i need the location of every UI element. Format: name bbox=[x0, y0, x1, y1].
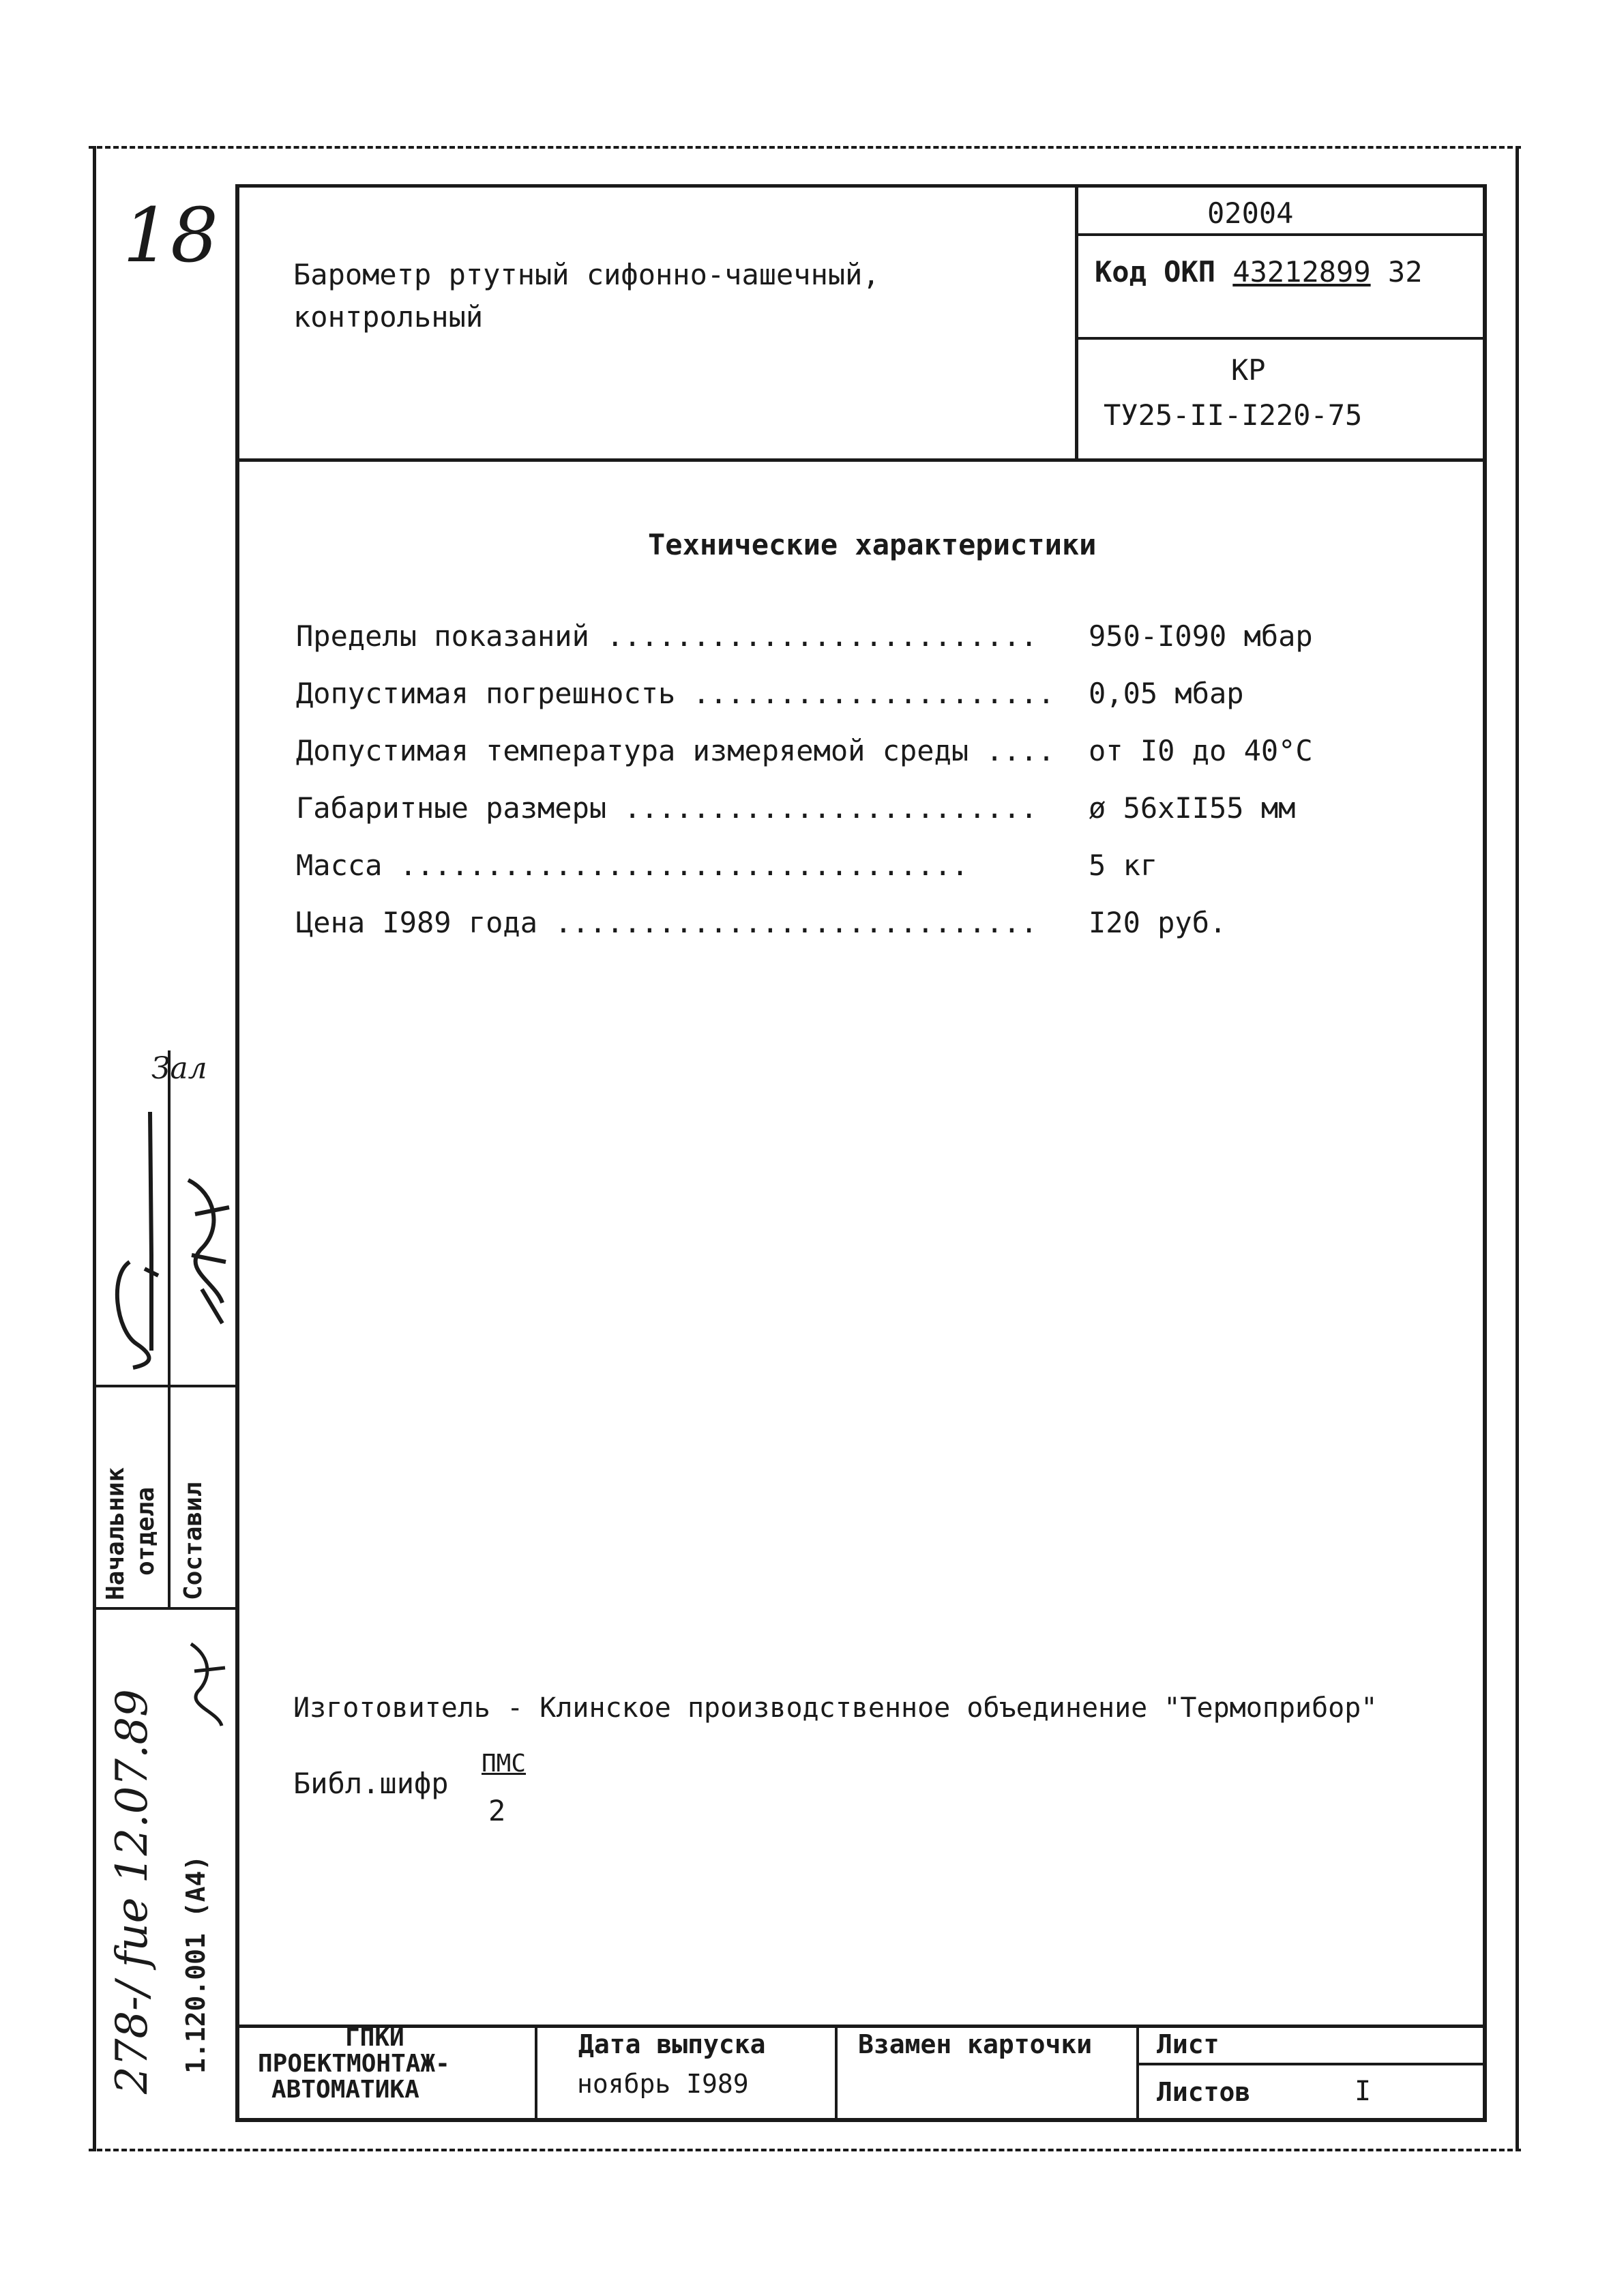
org-line-3: АВТОМАТИКА bbox=[271, 2076, 419, 2104]
code-number: 02004 bbox=[1207, 196, 1294, 230]
head-of-dept-label: Начальник bbox=[102, 1467, 130, 1600]
spec-label-1: Пределы показаний bbox=[296, 619, 589, 653]
sheet-label: Лист bbox=[1157, 2029, 1220, 2059]
side-divider-vertical bbox=[168, 1050, 171, 1610]
spec-row-3 bbox=[296, 734, 1055, 775]
library-numerator: ПМС bbox=[482, 1750, 527, 1778]
spec-dots-2: ..................... bbox=[675, 677, 1055, 710]
side-row-bottom bbox=[94, 1607, 237, 1610]
signature-small bbox=[184, 1637, 232, 1733]
header-divider-vertical bbox=[1075, 184, 1078, 460]
header-code-divider bbox=[1075, 233, 1486, 236]
handwritten-zam: Зал bbox=[151, 1051, 207, 1086]
frame-bottom-dashes bbox=[89, 2149, 1521, 2151]
date-label: Дата выпуска bbox=[578, 2029, 766, 2059]
spec-dots-5: ................................. bbox=[382, 849, 969, 882]
okp-suffix: 32 bbox=[1387, 255, 1423, 289]
spec-row-6 bbox=[296, 906, 1038, 947]
spec-label-6: Цена I989 года bbox=[296, 906, 538, 939]
sheets-label: Листов bbox=[1157, 2077, 1251, 2107]
footer-top-border bbox=[235, 2025, 1487, 2028]
spec-dots-3: .... bbox=[969, 734, 1055, 767]
spec-dots-1: ......................... bbox=[589, 619, 1038, 653]
spec-dots-4: ........................ bbox=[606, 791, 1038, 825]
handwritten-note: 278-/ fue 12.07.89 bbox=[107, 1689, 158, 2094]
spec-row-5 bbox=[296, 851, 969, 889]
author-label: Составил bbox=[179, 1482, 207, 1600]
library-label: Библ.шифр bbox=[293, 1767, 449, 1800]
footer-divider-2 bbox=[835, 2025, 838, 2120]
spec-row-2 bbox=[296, 679, 1055, 718]
manufacturer: Изготовитель - Клинское производственное объединение "Термоприбор" bbox=[293, 1692, 1378, 1724]
library-denominator: 2 bbox=[488, 1794, 506, 1827]
card-bottom-border bbox=[235, 2118, 1487, 2122]
spec-value-5: 5 кг bbox=[1089, 849, 1158, 882]
tu-number: ТУ25-II-I220-75 bbox=[1104, 398, 1363, 432]
side-strip-left-border bbox=[93, 1385, 96, 1467]
spec-value-1: 950-I090 мбар bbox=[1089, 619, 1313, 653]
signature-head-of-dept bbox=[102, 1105, 167, 1378]
side-row-top bbox=[94, 1385, 237, 1387]
kr-label: КР bbox=[1231, 353, 1266, 387]
product-name-line-2: контрольный bbox=[293, 300, 484, 334]
footer-divider-1 bbox=[535, 2025, 537, 2120]
frame-left-line bbox=[93, 146, 96, 2151]
frame-top-dashes bbox=[89, 146, 1521, 149]
spec-value-2: 0,05 мбар bbox=[1089, 677, 1244, 710]
footer-sheet-divider bbox=[1136, 2063, 1487, 2065]
product-name: Барометр ртутный сифонно-чашечный, bbox=[293, 258, 880, 291]
signature-author bbox=[175, 1173, 236, 1337]
sheets-value: I bbox=[1355, 2076, 1372, 2107]
okp-label: Код ОКП bbox=[1095, 255, 1216, 289]
card-top-border bbox=[237, 184, 1486, 188]
spec-label-5: Масса bbox=[296, 849, 383, 882]
spec-label-4: Габаритные размеры bbox=[296, 791, 607, 825]
okp-code-line bbox=[1095, 255, 1423, 289]
card-right-border bbox=[1483, 184, 1487, 2121]
header-bottom-border bbox=[235, 458, 1487, 462]
card-left-border bbox=[235, 184, 239, 2121]
spec-label-2: Допустимая погрешность bbox=[296, 677, 676, 710]
spec-value-3: от I0 до 40°С bbox=[1089, 734, 1313, 767]
spec-value-4: ø 56хII55 мм bbox=[1089, 791, 1296, 825]
replaces-label: Взамен карточки bbox=[858, 2029, 1093, 2059]
date-value: ноябрь I989 bbox=[577, 2069, 749, 2099]
spec-row-1 bbox=[296, 619, 1038, 660]
frame-right-line bbox=[1516, 146, 1519, 2151]
spec-dots-6: ............................ bbox=[537, 906, 1038, 939]
org-line-1: ГПКИ bbox=[345, 2024, 404, 2052]
spec-label-3: Допустимая температура измеряемой среды bbox=[296, 734, 969, 767]
form-code: 1.120.001 (A4) bbox=[181, 1855, 211, 2074]
header-okp-divider bbox=[1075, 337, 1486, 340]
section-title: Технические характеристики bbox=[648, 528, 1097, 561]
footer-divider-3 bbox=[1136, 2025, 1139, 2120]
head-of-dept-label-2: отдела bbox=[132, 1486, 160, 1576]
page-number-handwritten: 18 bbox=[123, 192, 218, 279]
spec-value-6: I20 руб. bbox=[1089, 906, 1227, 939]
okp-code: 43212899 bbox=[1232, 255, 1371, 289]
spec-row-4 bbox=[296, 791, 1038, 832]
org-line-2: ПРОЕКТМОНТАЖ- bbox=[258, 2050, 450, 2078]
